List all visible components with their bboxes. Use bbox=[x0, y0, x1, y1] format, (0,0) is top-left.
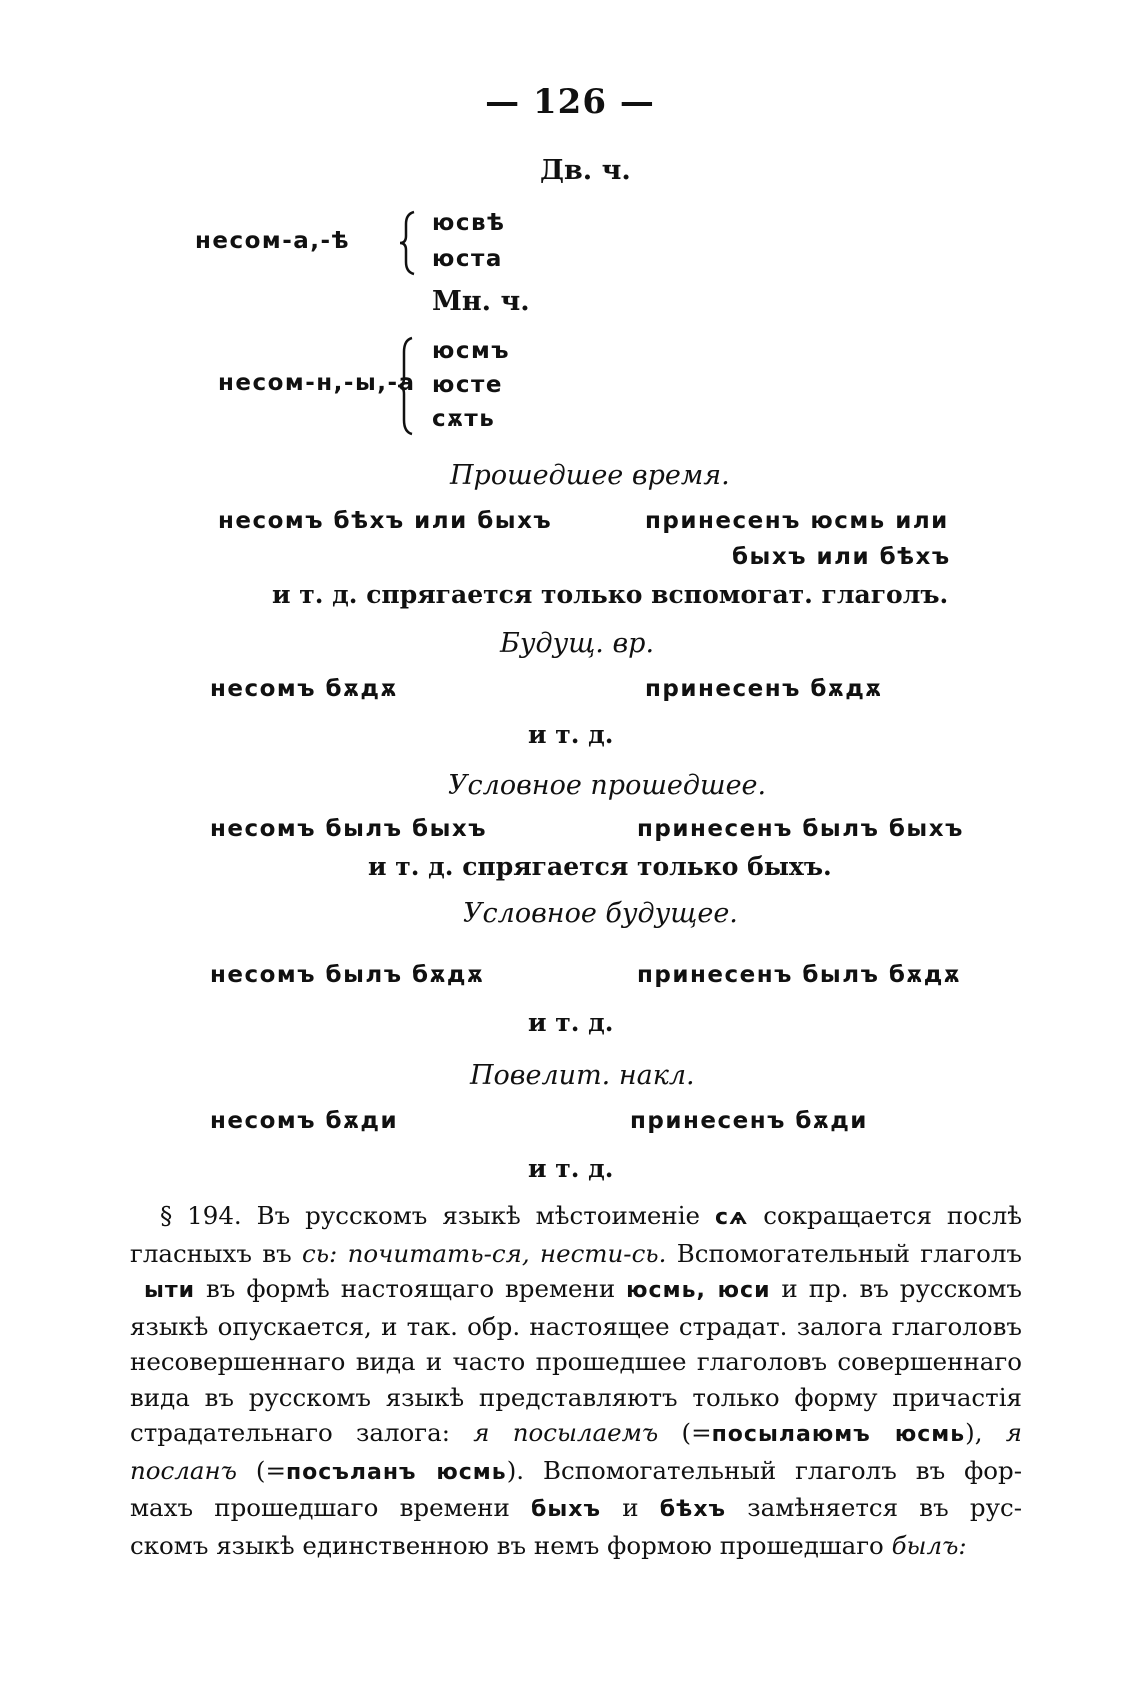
para-line-5: несовершеннаго вида и часто прошедшее глаголовъ совершеннаго bbox=[130, 1347, 1022, 1376]
cond-past-note: и т. д. спрягается только быхъ. bbox=[368, 852, 832, 881]
dual-brace bbox=[398, 210, 420, 276]
future-left: несомъ бѫдѫ bbox=[210, 676, 398, 702]
dual-heading: Дв. ч. bbox=[540, 155, 631, 186]
imperative-left: несомъ бѫди bbox=[210, 1108, 399, 1134]
plural-form-3: сѫть bbox=[432, 406, 496, 432]
past-left: несомъ бѣхъ или быхъ bbox=[218, 508, 553, 534]
para-line-9: махъ прошедшаго времени быхъ и бѣхъ замѣняется въ рус- bbox=[130, 1493, 1022, 1522]
future-etc: и т. д. bbox=[528, 720, 614, 749]
cond-future-etc: и т. д. bbox=[528, 1008, 614, 1037]
plural-brace bbox=[396, 336, 418, 436]
past-right-2: быхъ или бѣхъ bbox=[732, 544, 951, 570]
page-number: — 126 — bbox=[485, 82, 655, 122]
paragraph-194 bbox=[130, 1198, 1022, 1563]
past-note: и т. д. спрягается только вспомогат. глаголъ. bbox=[272, 580, 949, 609]
future-right: принесенъ бѫдѫ bbox=[645, 676, 883, 702]
cond-past-right: принесенъ былъ быхъ bbox=[637, 816, 964, 842]
para-line-4: языкѣ опускается, и так. обр. настоящее страдат. залога глаголовъ bbox=[130, 1311, 1022, 1341]
dual-form-1: юсвѣ bbox=[432, 210, 506, 236]
cond-past-left: несомъ былъ быхъ bbox=[210, 816, 487, 842]
para-line-1: § 194. Въ русскомъ языкѣ мѣстоименіе сѧ сокращается послѣ bbox=[160, 1201, 1022, 1230]
cond-future-right: принесенъ былъ бѫдѫ bbox=[637, 962, 962, 988]
para-line-3: ыти въ формѣ настоящаго времени юсмь, юси и пр. въ русскомъ bbox=[144, 1274, 1023, 1303]
dual-stem: несом-а,-ѣ bbox=[195, 228, 350, 254]
para-line-6: вида въ русскомъ языкѣ представляютъ только форму причастія bbox=[130, 1382, 1022, 1412]
cond-future-left: несомъ былъ бѫдѫ bbox=[210, 962, 485, 988]
plural-stem: несом-н,-ы,-а bbox=[218, 370, 416, 396]
cond-future-heading: Условное будущее. bbox=[463, 898, 738, 929]
imperative-right: принесенъ бѫди bbox=[630, 1108, 868, 1134]
plural-form-1: юсмъ bbox=[432, 338, 511, 364]
future-heading: Будущ. вр. bbox=[500, 628, 655, 659]
past-right-1: принесенъ юсмь или bbox=[645, 508, 949, 534]
imperative-etc: и т. д. bbox=[528, 1154, 614, 1183]
para-line-2: гласныхъ въ сь: почитать-ся, нести-сь. Вспомогательный глаголъ bbox=[130, 1238, 1022, 1268]
past-heading: Прошедшее время. bbox=[450, 460, 730, 491]
imperative-heading: Повелит. накл. bbox=[470, 1060, 695, 1091]
plural-form-2: юсте bbox=[432, 372, 503, 398]
para-line-7: страдательнаго залога: я посылаемъ (=посылаюмъ юсмь), я bbox=[130, 1418, 1023, 1447]
dual-form-2: юста bbox=[432, 246, 503, 272]
para-line-10: скомъ языкѣ единственною въ немъ формою прошедшаго былъ: bbox=[130, 1530, 967, 1560]
plural-heading: Мн. ч. bbox=[432, 286, 530, 317]
para-line-8: посланъ (=посъланъ юсмь). Вспомогательный глаголъ въ фор- bbox=[130, 1455, 1022, 1485]
cond-past-heading: Условное прошедшее. bbox=[448, 770, 767, 801]
